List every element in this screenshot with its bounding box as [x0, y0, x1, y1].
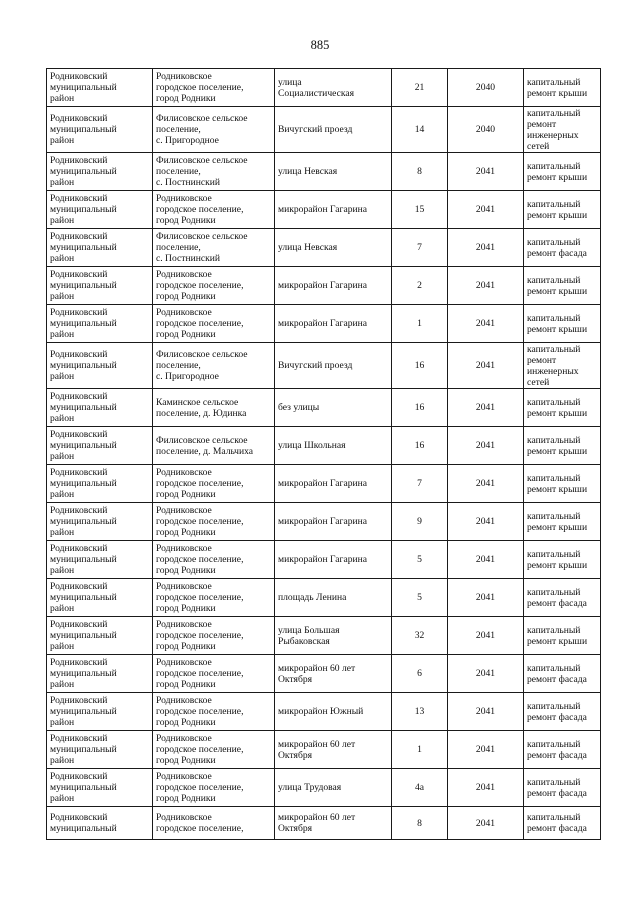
planned-year-cell: 2041 — [448, 389, 524, 427]
settlement-cell: Родниковское городское поселение, город Родники — [153, 617, 275, 655]
street-cell: улица Школьная — [275, 427, 392, 465]
work-type-cell: капитальный ремонт крыши — [524, 541, 601, 579]
table-body — [47, 69, 601, 840]
settlement-cell: Филисовское сельское поселение, с. Постнинский — [153, 153, 275, 191]
settlement-cell: Родниковское городское поселение, город Родники — [153, 769, 275, 807]
planned-year-cell: 2041 — [448, 465, 524, 503]
work-type-cell: капитальный ремонт фасада — [524, 807, 601, 840]
work-type-cell: капитальный ремонт крыши — [524, 617, 601, 655]
settlement-cell: Филисовское сельское поселение, с. Пригородное — [153, 343, 275, 389]
work-type-cell: капитальный ремонт крыши — [524, 69, 601, 107]
settlement-cell: Каминское сельское поселение, д. Юдинка — [153, 389, 275, 427]
district-cell: Родниковский муниципальный район — [47, 541, 153, 579]
work-type-cell: капитальный ремонт фасада — [524, 769, 601, 807]
house-number-cell: 14 — [392, 107, 448, 153]
house-number-cell: 15 — [392, 191, 448, 229]
planned-year-cell: 2041 — [448, 579, 524, 617]
planned-year-cell: 2041 — [448, 267, 524, 305]
planned-year-cell: 2041 — [448, 343, 524, 389]
house-number-cell: 32 — [392, 617, 448, 655]
settlement-cell: Родниковское городское поселение, город Родники — [153, 503, 275, 541]
district-cell: Родниковский муниципальный район — [47, 655, 153, 693]
work-type-cell: капитальный ремонт крыши — [524, 465, 601, 503]
street-cell: улица Невская — [275, 153, 392, 191]
table-row — [47, 617, 601, 655]
street-cell: улица Невская — [275, 229, 392, 267]
planned-year-cell: 2041 — [448, 807, 524, 840]
house-number-cell: 21 — [392, 69, 448, 107]
district-cell: Родниковский муниципальный район — [47, 731, 153, 769]
district-cell: Родниковский муниципальный район — [47, 769, 153, 807]
settlement-cell: Родниковское городское поселение, — [153, 807, 275, 840]
street-cell: микрорайон Гагарина — [275, 541, 392, 579]
house-number-cell: 6 — [392, 655, 448, 693]
settlement-cell: Родниковское городское поселение, город Родники — [153, 191, 275, 229]
work-type-cell: капитальный ремонт крыши — [524, 427, 601, 465]
district-cell: Родниковский муниципальный район — [47, 465, 153, 503]
street-cell: Вичугский проезд — [275, 107, 392, 153]
house-number-cell: 13 — [392, 693, 448, 731]
planned-year-cell: 2041 — [448, 305, 524, 343]
settlement-cell: Филисовское сельское поселение, с. Пригородное — [153, 107, 275, 153]
table-row — [47, 731, 601, 769]
district-cell: Родниковский муниципальный район — [47, 427, 153, 465]
table-row — [47, 191, 601, 229]
settlement-cell: Родниковское городское поселение, город Родники — [153, 541, 275, 579]
district-cell: Родниковский муниципальный район — [47, 191, 153, 229]
house-number-cell: 5 — [392, 541, 448, 579]
district-cell: Родниковский муниципальный район — [47, 693, 153, 731]
work-type-cell: капитальный ремонт фасада — [524, 655, 601, 693]
street-cell: улица Трудовая — [275, 769, 392, 807]
district-cell: Родниковский муниципальный район — [47, 503, 153, 541]
table-row — [47, 807, 601, 840]
table-row — [47, 579, 601, 617]
table-row — [47, 69, 601, 107]
planned-year-cell: 2041 — [448, 655, 524, 693]
planned-year-cell: 2041 — [448, 153, 524, 191]
street-cell: Вичугский проезд — [275, 343, 392, 389]
street-cell: микрорайон Гагарина — [275, 305, 392, 343]
house-number-cell: 16 — [392, 343, 448, 389]
house-number-cell: 1 — [392, 731, 448, 769]
planned-year-cell: 2041 — [448, 229, 524, 267]
street-cell: без улицы — [275, 389, 392, 427]
street-cell: микрорайон Южный — [275, 693, 392, 731]
settlement-cell: Родниковское городское поселение, город Родники — [153, 69, 275, 107]
street-cell: микрорайон Гагарина — [275, 267, 392, 305]
house-number-cell: 1 — [392, 305, 448, 343]
house-number-cell: 16 — [392, 427, 448, 465]
table-row — [47, 503, 601, 541]
planned-year-cell: 2040 — [448, 107, 524, 153]
district-cell: Родниковский муниципальный район — [47, 153, 153, 191]
work-type-cell: капитальный ремонт фасада — [524, 579, 601, 617]
work-type-cell: капитальный ремонт крыши — [524, 503, 601, 541]
table-row — [47, 655, 601, 693]
table-row — [47, 343, 601, 389]
table-row — [47, 267, 601, 305]
street-cell: улица Социалистическая — [275, 69, 392, 107]
settlement-cell: Родниковское городское поселение, город Родники — [153, 655, 275, 693]
work-type-cell: капитальный ремонт крыши — [524, 389, 601, 427]
work-type-cell: капитальный ремонт фасада — [524, 693, 601, 731]
district-cell: Родниковский муниципальный район — [47, 107, 153, 153]
settlement-cell: Родниковское городское поселение, город Родники — [153, 579, 275, 617]
street-cell: микрорайон 60 лет Октября — [275, 731, 392, 769]
house-number-cell: 5 — [392, 579, 448, 617]
district-cell: Родниковский муниципальный район — [47, 617, 153, 655]
settlement-cell: Родниковское городское поселение, город Родники — [153, 693, 275, 731]
settlement-cell: Филисовское сельское поселение, д. Мальчиха — [153, 427, 275, 465]
work-type-cell: капитальный ремонт крыши — [524, 191, 601, 229]
table-row — [47, 427, 601, 465]
street-cell: микрорайон 60 лет Октября — [275, 807, 392, 840]
settlement-cell: Родниковское городское поселение, город Родники — [153, 465, 275, 503]
work-type-cell: капитальный ремонт фасада — [524, 731, 601, 769]
page-number: 885 — [310, 38, 330, 52]
table-row — [47, 153, 601, 191]
settlement-cell: Филисовское сельское поселение, с. Постнинский — [153, 229, 275, 267]
work-type-cell: капитальный ремонт инженерных сетей — [524, 107, 601, 153]
street-cell: площадь Ленина — [275, 579, 392, 617]
settlement-cell: Родниковское городское поселение, город Родники — [153, 267, 275, 305]
table-row — [47, 305, 601, 343]
planned-year-cell: 2041 — [448, 693, 524, 731]
work-type-cell: капитальный ремонт фасада — [524, 229, 601, 267]
work-type-cell: капитальный ремонт крыши — [524, 153, 601, 191]
district-cell: Родниковский муниципальный район — [47, 267, 153, 305]
work-type-cell: капитальный ремонт крыши — [524, 305, 601, 343]
house-number-cell: 8 — [392, 153, 448, 191]
planned-year-cell: 2041 — [448, 617, 524, 655]
district-cell: Родниковский муниципальный район — [47, 229, 153, 267]
table-row — [47, 541, 601, 579]
house-number-cell: 7 — [392, 229, 448, 267]
table-row — [47, 107, 601, 153]
settlement-cell: Родниковское городское поселение, город Родники — [153, 731, 275, 769]
work-type-cell: капитальный ремонт крыши — [524, 267, 601, 305]
planned-year-cell: 2041 — [448, 427, 524, 465]
street-cell: улица Большая Рыбаковская — [275, 617, 392, 655]
street-cell: микрорайон 60 лет Октября — [275, 655, 392, 693]
repair-schedule-table — [46, 68, 601, 840]
planned-year-cell: 2041 — [448, 731, 524, 769]
district-cell: Родниковский муниципальный район — [47, 343, 153, 389]
street-cell: микрорайон Гагарина — [275, 465, 392, 503]
planned-year-cell: 2040 — [448, 69, 524, 107]
district-cell: Родниковский муниципальный район — [47, 69, 153, 107]
district-cell: Родниковский муниципальный район — [47, 579, 153, 617]
planned-year-cell: 2041 — [448, 541, 524, 579]
house-number-cell: 16 — [392, 389, 448, 427]
table-row — [47, 769, 601, 807]
planned-year-cell: 2041 — [448, 503, 524, 541]
table-row — [47, 229, 601, 267]
street-cell: микрорайон Гагарина — [275, 503, 392, 541]
house-number-cell: 7 — [392, 465, 448, 503]
planned-year-cell: 2041 — [448, 769, 524, 807]
house-number-cell: 9 — [392, 503, 448, 541]
table-row — [47, 389, 601, 427]
district-cell: Родниковский муниципальный — [47, 807, 153, 840]
table-row — [47, 693, 601, 731]
house-number-cell: 8 — [392, 807, 448, 840]
table-row — [47, 465, 601, 503]
district-cell: Родниковский муниципальный район — [47, 389, 153, 427]
street-cell: микрорайон Гагарина — [275, 191, 392, 229]
district-cell: Родниковский муниципальный район — [47, 305, 153, 343]
work-type-cell: капитальный ремонт инженерных сетей — [524, 343, 601, 389]
settlement-cell: Родниковское городское поселение, город Родники — [153, 305, 275, 343]
house-number-cell: 4а — [392, 769, 448, 807]
planned-year-cell: 2041 — [448, 191, 524, 229]
house-number-cell: 2 — [392, 267, 448, 305]
